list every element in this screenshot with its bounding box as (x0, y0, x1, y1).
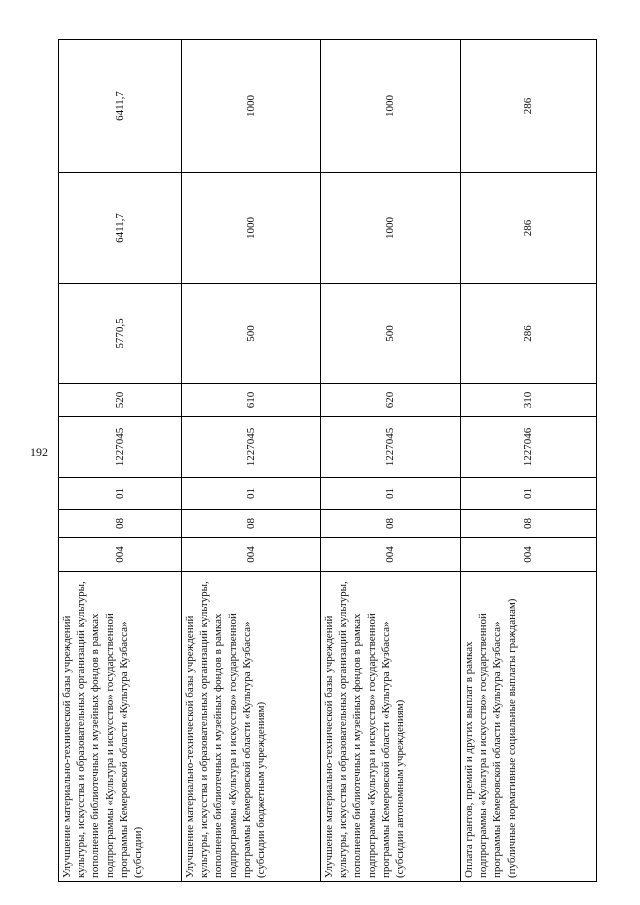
table-row (321, 40, 461, 882)
budget-table (58, 39, 597, 882)
amount-year-2: 1000 (182, 173, 321, 284)
expense-type-code: 610 (182, 384, 321, 417)
amount-year-1: 500 (182, 284, 321, 384)
expense-type-code: 620 (321, 384, 461, 417)
amount-year-3: 286 (461, 40, 597, 173)
ministry-code: 004 (321, 538, 461, 572)
target-article-code: 1227046 (461, 417, 597, 478)
section-code: 08 (321, 510, 461, 538)
target-article-code: 1227045 (182, 417, 321, 478)
table-row (182, 40, 321, 882)
amount-year-2: 6411,7 (59, 173, 182, 284)
table-row (59, 40, 182, 882)
target-article-code: 1227045 (59, 417, 182, 478)
amount-year-2: 1000 (321, 173, 461, 284)
subsection-code: 01 (182, 478, 321, 510)
section-code: 08 (59, 510, 182, 538)
amount-year-2: 286 (461, 173, 597, 284)
target-article-code: 1227045 (321, 417, 461, 478)
amount-year-3: 6411,7 (59, 40, 182, 173)
ministry-code: 004 (461, 538, 597, 572)
expense-type-code: 520 (59, 384, 182, 417)
subsection-code: 01 (59, 478, 182, 510)
table-row (461, 40, 597, 882)
amount-year-1: 286 (461, 284, 597, 384)
subsection-code: 01 (321, 478, 461, 510)
page-number: 192 (30, 445, 48, 459)
ministry-code: 004 (59, 538, 182, 572)
amount-year-1: 500 (321, 284, 461, 384)
amount-year-3: 1000 (182, 40, 321, 173)
amount-year-1: 5770,5 (59, 284, 182, 384)
row-description: Оплата грантов, премий и других выплат в рамках подпрограммы «Культура и искусство» государственной программы Кемеровской области «Культура Кузбасса» (публичные нормативные социальные выплаты гражданам) (461, 572, 597, 882)
row-description: Улучшение материально-технической базы учреждений культуры, искусства и образовательных организаций культуры, пополнение библиотечных и музейных фондов в рамках подпрограммы «Культура и искусство» государственной программы Кемеровской области «Культура Кузбасса» (субсидии) (59, 572, 182, 882)
section-code: 08 (461, 510, 597, 538)
subsection-code: 01 (461, 478, 597, 510)
row-description: Улучшение материально-технической базы учреждений культуры, искусства и образовательных организаций культуры, пополнение библиотечных и музейных фондов в рамках подпрограммы «Культура и искусство» государственной программы Кемеровской области «Культура Кузбасса» (субсидии автономным учреждениям) (321, 572, 461, 882)
amount-year-3: 1000 (321, 40, 461, 173)
row-description: Улучшение материально-технической базы учреждений культуры, искусства и образовательных организаций культуры, пополнение библиотечных и музейных фондов в рамках подпрограммы «Культура и искусство» государственной программы Кемеровской области «Культура Кузбасса» (субсидии бюджетным учреждениям) (182, 572, 321, 882)
section-code: 08 (182, 510, 321, 538)
expense-type-code: 310 (461, 384, 597, 417)
ministry-code: 004 (182, 538, 321, 572)
rotated-table-container (58, 40, 624, 882)
